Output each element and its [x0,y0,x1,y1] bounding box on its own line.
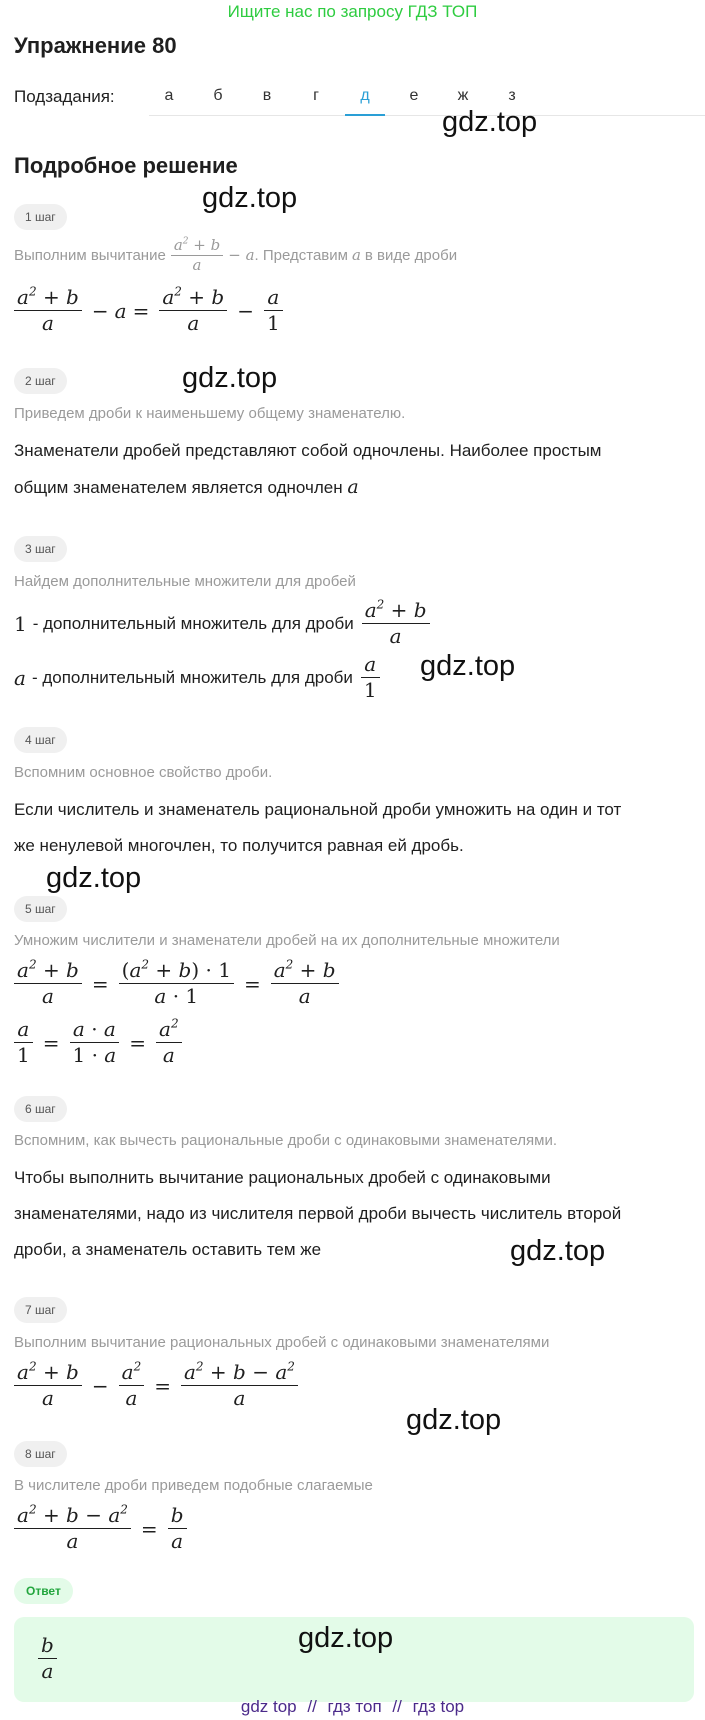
page-title: Упражнение 80 [14,33,177,58]
tab-a[interactable]: а [164,87,174,104]
watermark: gdz.top [442,106,538,138]
multiplier-row [14,652,384,703]
tab-g[interactable]: г [313,87,319,104]
math-equation: $\frac{a^2 + b - a^2}{a}$ = $\frac{b}{a}$ [14,1503,191,1554]
watermark: gdz.top [46,862,142,894]
step-hint: Выполним вычитание рациональных дробей с одинаковыми знаменателями [14,1334,550,1351]
section-title: Подробное решение [14,153,238,178]
tab-e[interactable]: е [409,87,419,104]
step-hint: Умножим числители и знаменатели дробей на их дополнительные множители [14,932,560,949]
step-text-part: общим знаменателем является одночлен [14,478,343,497]
watermark: gdz.top [420,650,516,682]
footer-separator: // [392,1697,402,1716]
math-var: a [14,665,26,690]
watermark: gdz.top [406,1404,502,1436]
tab-z[interactable]: з [508,87,516,104]
step-hint [14,236,457,275]
step-text: знаменателями, надо из числителя первой дроби вычесть числитель второй [14,1204,622,1223]
top-banner: Ищите нас по запросу ГДЗ ТОП [227,2,478,21]
watermark: gdz.top [298,1622,394,1654]
fraction: $\frac{a^2 + b}{a}$ [362,598,430,649]
step-text: Знаменатели дробей представляют собой одночлены. Наиболее простым [14,441,602,460]
watermark: gdz.top [182,362,278,394]
step-text: же ненулевой многочлен, то получится равная ей дробь. [14,836,464,855]
step-text: Чтобы выполнить вычитание рациональных дробей с одинаковыми [14,1168,551,1187]
step-badge: 5 шаг [14,896,67,922]
math-num: 1 [14,611,27,636]
step-badge: 7 шаг [14,1297,67,1323]
math-expr: − a [228,246,255,265]
math-equation: $\frac{a^2 + b}{a}$ − a = $\frac{a^2 + b}{a}$ − $\frac{a}{1}$ [14,285,287,336]
step-hint: Вспомним основное свойство дроби. [14,764,273,781]
tab-v[interactable]: в [262,87,272,104]
step-hint: Найдем дополнительные множители для дробей [14,573,356,590]
footer-links [0,1697,705,1717]
watermark: gdz.top [510,1235,606,1267]
math-equation: $\frac{a^2 + b}{a}$ − $\frac{a^2}{a}$ = $\frac{a^2 + b - a^2}{a}$ [14,1360,302,1411]
step-badge: 4 шаг [14,727,67,753]
math-var: a [347,476,359,498]
step-badge: 1 шаг [14,204,67,230]
footer-link[interactable]: гдз top [412,1697,465,1716]
answer-box [14,1617,694,1702]
row-text: - дополнительный множитель для дроби [31,667,353,687]
watermark: gdz.top [202,182,298,214]
step-badge: 3 шаг [14,536,67,562]
subtasks-tabs [149,84,705,116]
math-var: a [351,246,361,265]
step-text: Если числитель и знаменатель рациональной дроби умножить на один и тот [14,800,622,819]
step-hint: Приведем дроби к наименьшему общему знаменателю. [14,405,406,422]
answer-fraction: $\frac{b}{a}$ [38,1633,61,1684]
step-badge: 2 шаг [14,368,67,394]
tab-zh[interactable]: ж [457,87,469,104]
tab-d[interactable]: д [345,87,385,116]
hint-text: Выполним вычитание [14,246,166,264]
step-badge: 6 шаг [14,1096,67,1122]
step-hint: Вспомним, как вычесть рациональные дроби с одинаковыми знаменателями. [14,1132,558,1149]
step-hint: В числителе дроби приведем подобные слагаемые [14,1477,373,1494]
math-equation: $\frac{a}{1}$ = $\frac{a \cdot a}{1 \cdot a}$ = $\frac{a^2}{a}$ [14,1017,186,1068]
footer-link[interactable]: гдз топ [327,1697,382,1716]
fraction: $\frac{a^2 + b}{a}$ [171,236,223,275]
hint-text: . Представим [254,246,348,264]
math-equation: $\frac{a^2 + b}{a}$ = $\frac{(a^2 + b) \cdot 1}{a \cdot 1}$ = $\frac{a^2 + b}{a}$ [14,958,343,1009]
multiplier-row [14,598,434,649]
tab-b[interactable]: б [213,87,223,104]
subtasks-label: Подзадания: [14,87,115,106]
step-text: дроби, а знаменатель оставить тем же [14,1240,322,1259]
step-badge: 8 шаг [14,1441,67,1467]
footer-link[interactable]: gdz top [240,1697,297,1716]
step-text [14,469,694,506]
fraction: $\frac{a}{1}$ [361,652,380,703]
footer-separator: // [307,1697,317,1716]
answer-badge: Ответ [14,1578,73,1604]
row-text: - дополнительный множитель для дроби [32,613,354,633]
hint-text: в виде дроби [364,246,458,264]
subtasks-nav [14,84,694,120]
